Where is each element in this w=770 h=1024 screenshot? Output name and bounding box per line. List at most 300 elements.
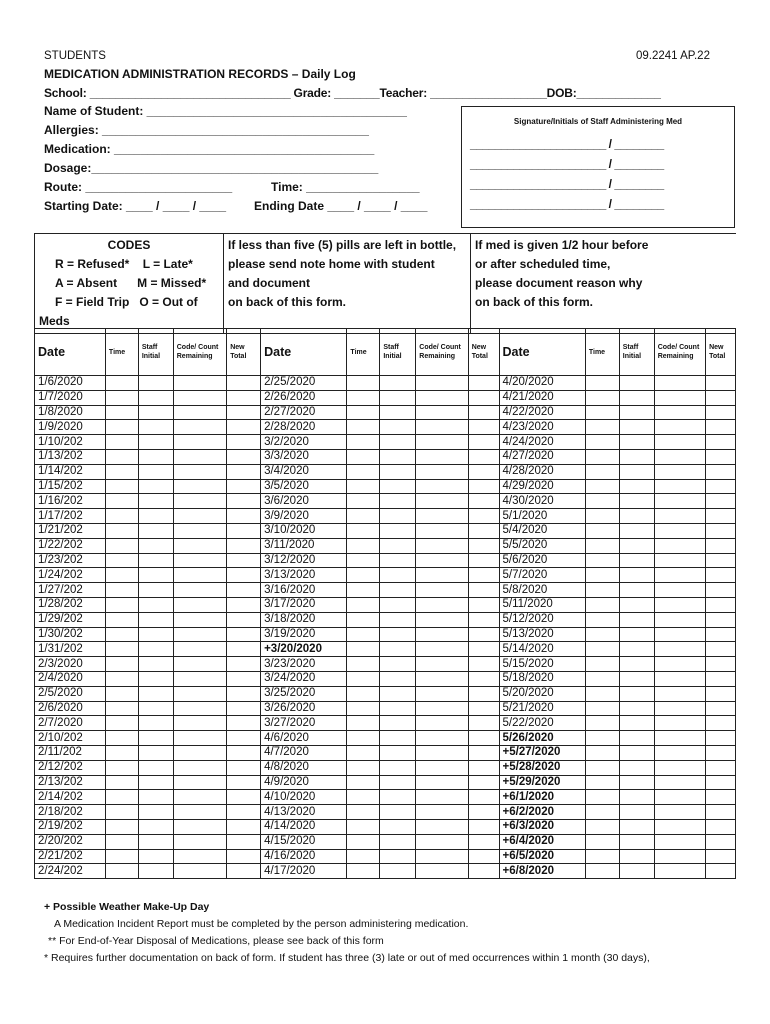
code-count-entry-cell[interactable] [654, 819, 705, 834]
time-entry-cell[interactable] [585, 509, 619, 524]
staff-initial-entry-cell[interactable] [138, 790, 173, 805]
new-total-entry-cell[interactable] [706, 716, 736, 731]
code-count-entry-cell[interactable] [416, 701, 468, 716]
new-total-entry-cell[interactable] [227, 376, 261, 391]
staff-initial-entry-cell[interactable] [619, 597, 654, 612]
dosage-field[interactable]: Dosage:___________________________________________ [44, 161, 379, 175]
time-entry-cell[interactable] [585, 553, 619, 568]
staff-initial-entry-cell[interactable] [619, 657, 654, 672]
time-entry-cell[interactable] [585, 494, 619, 509]
time-entry-cell[interactable] [105, 464, 138, 479]
staff-initial-entry-cell[interactable] [380, 597, 416, 612]
code-count-entry-cell[interactable] [416, 790, 468, 805]
medication-field[interactable]: Medication: _______________________________________ [44, 142, 375, 156]
code-count-entry-cell[interactable] [416, 449, 468, 464]
new-total-entry-cell[interactable] [468, 642, 499, 657]
staff-initial-entry-cell[interactable] [138, 701, 173, 716]
code-count-entry-cell[interactable] [416, 435, 468, 450]
time-entry-cell[interactable] [585, 479, 619, 494]
starting-date-field[interactable]: Starting Date: ____ / ____ / ____ [44, 199, 227, 213]
time-entry-cell[interactable] [585, 716, 619, 731]
staff-initial-entry-cell[interactable] [380, 464, 416, 479]
new-total-entry-cell[interactable] [227, 449, 261, 464]
staff-initial-entry-cell[interactable] [619, 760, 654, 775]
staff-initial-entry-cell[interactable] [380, 420, 416, 435]
time-entry-cell[interactable] [105, 642, 138, 657]
new-total-entry-cell[interactable] [468, 553, 499, 568]
time-entry-cell[interactable] [105, 731, 138, 746]
time-entry-cell[interactable] [347, 494, 380, 509]
new-total-entry-cell[interactable] [706, 612, 736, 627]
time-entry-cell[interactable] [347, 731, 380, 746]
code-count-entry-cell[interactable] [654, 435, 705, 450]
code-count-entry-cell[interactable] [654, 583, 705, 598]
time-entry-cell[interactable] [585, 790, 619, 805]
code-count-entry-cell[interactable] [654, 494, 705, 509]
time-entry-cell[interactable] [347, 464, 380, 479]
staff-initial-entry-cell[interactable] [619, 568, 654, 583]
time-entry-cell[interactable] [347, 760, 380, 775]
new-total-entry-cell[interactable] [706, 568, 736, 583]
code-count-entry-cell[interactable] [416, 775, 468, 790]
code-count-entry-cell[interactable] [654, 760, 705, 775]
time-entry-cell[interactable] [347, 834, 380, 849]
code-count-entry-cell[interactable] [654, 864, 705, 879]
code-count-entry-cell[interactable] [654, 568, 705, 583]
code-count-entry-cell[interactable] [173, 716, 226, 731]
new-total-entry-cell[interactable] [468, 760, 499, 775]
new-total-entry-cell[interactable] [468, 716, 499, 731]
time-entry-cell[interactable] [347, 627, 380, 642]
code-count-entry-cell[interactable] [416, 597, 468, 612]
new-total-entry-cell[interactable] [706, 449, 736, 464]
new-total-entry-cell[interactable] [706, 657, 736, 672]
time-entry-cell[interactable] [105, 716, 138, 731]
staff-initial-entry-cell[interactable] [380, 479, 416, 494]
code-count-entry-cell[interactable] [654, 642, 705, 657]
new-total-entry-cell[interactable] [227, 494, 261, 509]
time-entry-cell[interactable] [347, 642, 380, 657]
new-total-entry-cell[interactable] [227, 849, 261, 864]
new-total-entry-cell[interactable] [227, 805, 261, 820]
time-entry-cell[interactable] [105, 479, 138, 494]
time-entry-cell[interactable] [585, 449, 619, 464]
code-count-entry-cell[interactable] [416, 657, 468, 672]
new-total-entry-cell[interactable] [227, 612, 261, 627]
new-total-entry-cell[interactable] [468, 671, 499, 686]
code-count-entry-cell[interactable] [173, 376, 226, 391]
code-count-entry-cell[interactable] [416, 627, 468, 642]
time-entry-cell[interactable] [585, 568, 619, 583]
code-count-entry-cell[interactable] [173, 775, 226, 790]
staff-initial-entry-cell[interactable] [138, 864, 173, 879]
new-total-entry-cell[interactable] [706, 509, 736, 524]
staff-initial-entry-cell[interactable] [380, 405, 416, 420]
new-total-entry-cell[interactable] [706, 376, 736, 391]
staff-initial-entry-cell[interactable] [138, 627, 173, 642]
time-entry-cell[interactable] [347, 849, 380, 864]
new-total-entry-cell[interactable] [468, 583, 499, 598]
new-total-entry-cell[interactable] [227, 597, 261, 612]
code-count-entry-cell[interactable] [173, 731, 226, 746]
staff-initial-entry-cell[interactable] [138, 597, 173, 612]
time-entry-cell[interactable] [347, 583, 380, 598]
time-entry-cell[interactable] [105, 834, 138, 849]
staff-initial-entry-cell[interactable] [619, 390, 654, 405]
time-entry-cell[interactable] [347, 657, 380, 672]
code-count-entry-cell[interactable] [173, 612, 226, 627]
new-total-entry-cell[interactable] [468, 405, 499, 420]
staff-initial-entry-cell[interactable] [619, 849, 654, 864]
time-entry-cell[interactable] [105, 449, 138, 464]
code-count-entry-cell[interactable] [654, 553, 705, 568]
code-count-entry-cell[interactable] [416, 642, 468, 657]
code-count-entry-cell[interactable] [173, 790, 226, 805]
time-entry-cell[interactable] [347, 612, 380, 627]
new-total-entry-cell[interactable] [468, 834, 499, 849]
staff-initial-entry-cell[interactable] [380, 716, 416, 731]
staff-initial-entry-cell[interactable] [380, 790, 416, 805]
staff-initial-entry-cell[interactable] [138, 553, 173, 568]
new-total-entry-cell[interactable] [468, 449, 499, 464]
time-entry-cell[interactable] [105, 819, 138, 834]
time-entry-cell[interactable] [105, 494, 138, 509]
code-count-entry-cell[interactable] [654, 479, 705, 494]
staff-initial-entry-cell[interactable] [619, 523, 654, 538]
code-count-entry-cell[interactable] [654, 627, 705, 642]
staff-initial-entry-cell[interactable] [380, 642, 416, 657]
staff-initial-entry-cell[interactable] [619, 538, 654, 553]
new-total-entry-cell[interactable] [227, 760, 261, 775]
staff-initial-entry-cell[interactable] [138, 819, 173, 834]
time-entry-cell[interactable] [105, 538, 138, 553]
new-total-entry-cell[interactable] [227, 509, 261, 524]
code-count-entry-cell[interactable] [173, 760, 226, 775]
time-entry-cell[interactable] [347, 553, 380, 568]
time-entry-cell[interactable] [347, 686, 380, 701]
staff-initial-entry-cell[interactable] [619, 494, 654, 509]
staff-initial-entry-cell[interactable] [380, 657, 416, 672]
staff-initial-entry-cell[interactable] [138, 390, 173, 405]
staff-initial-entry-cell[interactable] [138, 775, 173, 790]
new-total-entry-cell[interactable] [227, 405, 261, 420]
time-entry-cell[interactable] [105, 509, 138, 524]
code-count-entry-cell[interactable] [416, 405, 468, 420]
new-total-entry-cell[interactable] [227, 671, 261, 686]
new-total-entry-cell[interactable] [227, 523, 261, 538]
new-total-entry-cell[interactable] [468, 805, 499, 820]
new-total-entry-cell[interactable] [227, 834, 261, 849]
signature-line[interactable]: ______________________ / ________ [470, 157, 664, 171]
student-name-field[interactable]: Name of Student: _______________________________________ [44, 104, 407, 118]
staff-initial-entry-cell[interactable] [138, 376, 173, 391]
code-count-entry-cell[interactable] [416, 568, 468, 583]
code-count-entry-cell[interactable] [173, 597, 226, 612]
new-total-entry-cell[interactable] [706, 760, 736, 775]
time-entry-cell[interactable] [585, 390, 619, 405]
staff-initial-entry-cell[interactable] [138, 405, 173, 420]
staff-initial-entry-cell[interactable] [138, 731, 173, 746]
code-count-entry-cell[interactable] [173, 583, 226, 598]
code-count-entry-cell[interactable] [173, 479, 226, 494]
time-entry-cell[interactable] [585, 657, 619, 672]
time-entry-cell[interactable] [347, 390, 380, 405]
code-count-entry-cell[interactable] [173, 420, 226, 435]
time-entry-cell[interactable] [105, 657, 138, 672]
code-count-entry-cell[interactable] [416, 538, 468, 553]
time-entry-cell[interactable] [347, 775, 380, 790]
code-count-entry-cell[interactable] [173, 405, 226, 420]
new-total-entry-cell[interactable] [706, 435, 736, 450]
signature-line[interactable]: ______________________ / ________ [470, 197, 664, 211]
staff-initial-entry-cell[interactable] [380, 494, 416, 509]
time-entry-cell[interactable] [347, 376, 380, 391]
code-count-entry-cell[interactable] [416, 731, 468, 746]
time-entry-cell[interactable] [585, 376, 619, 391]
staff-initial-entry-cell[interactable] [138, 494, 173, 509]
new-total-entry-cell[interactable] [706, 479, 736, 494]
signature-line[interactable]: ______________________ / ________ [470, 177, 664, 191]
staff-initial-entry-cell[interactable] [138, 805, 173, 820]
staff-initial-entry-cell[interactable] [380, 834, 416, 849]
new-total-entry-cell[interactable] [706, 864, 736, 879]
new-total-entry-cell[interactable] [706, 731, 736, 746]
time-entry-cell[interactable] [347, 538, 380, 553]
code-count-entry-cell[interactable] [654, 420, 705, 435]
time-entry-cell[interactable] [105, 701, 138, 716]
time-entry-cell[interactable] [347, 405, 380, 420]
new-total-entry-cell[interactable] [468, 686, 499, 701]
time-entry-cell[interactable] [105, 686, 138, 701]
time-entry-cell[interactable] [585, 686, 619, 701]
code-count-entry-cell[interactable] [416, 390, 468, 405]
staff-initial-entry-cell[interactable] [138, 760, 173, 775]
staff-initial-entry-cell[interactable] [619, 583, 654, 598]
time-entry-cell[interactable] [105, 790, 138, 805]
code-count-entry-cell[interactable] [654, 390, 705, 405]
code-count-entry-cell[interactable] [654, 509, 705, 524]
code-count-entry-cell[interactable] [416, 464, 468, 479]
new-total-entry-cell[interactable] [227, 701, 261, 716]
staff-initial-entry-cell[interactable] [380, 435, 416, 450]
staff-initial-entry-cell[interactable] [138, 523, 173, 538]
staff-initial-entry-cell[interactable] [619, 701, 654, 716]
staff-initial-entry-cell[interactable] [380, 805, 416, 820]
new-total-entry-cell[interactable] [468, 731, 499, 746]
time-entry-cell[interactable] [347, 568, 380, 583]
code-count-entry-cell[interactable] [654, 657, 705, 672]
time-entry-cell[interactable] [585, 583, 619, 598]
code-count-entry-cell[interactable] [416, 716, 468, 731]
new-total-entry-cell[interactable] [706, 819, 736, 834]
new-total-entry-cell[interactable] [227, 583, 261, 598]
code-count-entry-cell[interactable] [654, 686, 705, 701]
staff-initial-entry-cell[interactable] [138, 849, 173, 864]
new-total-entry-cell[interactable] [227, 790, 261, 805]
time-entry-cell[interactable] [105, 775, 138, 790]
new-total-entry-cell[interactable] [468, 701, 499, 716]
code-count-entry-cell[interactable] [173, 671, 226, 686]
code-count-entry-cell[interactable] [654, 849, 705, 864]
staff-initial-entry-cell[interactable] [380, 538, 416, 553]
new-total-entry-cell[interactable] [468, 376, 499, 391]
new-total-entry-cell[interactable] [468, 538, 499, 553]
code-count-entry-cell[interactable] [416, 760, 468, 775]
new-total-entry-cell[interactable] [706, 671, 736, 686]
staff-initial-entry-cell[interactable] [380, 775, 416, 790]
code-count-entry-cell[interactable] [416, 805, 468, 820]
code-count-entry-cell[interactable] [173, 805, 226, 820]
new-total-entry-cell[interactable] [468, 494, 499, 509]
new-total-entry-cell[interactable] [468, 790, 499, 805]
staff-initial-entry-cell[interactable] [380, 523, 416, 538]
code-count-entry-cell[interactable] [416, 819, 468, 834]
new-total-entry-cell[interactable] [468, 819, 499, 834]
code-count-entry-cell[interactable] [416, 671, 468, 686]
code-count-entry-cell[interactable] [416, 612, 468, 627]
staff-initial-entry-cell[interactable] [619, 864, 654, 879]
code-count-entry-cell[interactable] [654, 790, 705, 805]
code-count-entry-cell[interactable] [173, 834, 226, 849]
ending-date-field[interactable]: Ending Date ____ / ____ / ____ [254, 199, 428, 213]
new-total-entry-cell[interactable] [227, 657, 261, 672]
code-count-entry-cell[interactable] [416, 494, 468, 509]
new-total-entry-cell[interactable] [468, 568, 499, 583]
staff-initial-entry-cell[interactable] [380, 376, 416, 391]
staff-initial-entry-cell[interactable] [380, 686, 416, 701]
time-entry-cell[interactable] [585, 612, 619, 627]
staff-initial-entry-cell[interactable] [619, 790, 654, 805]
code-count-entry-cell[interactable] [416, 523, 468, 538]
time-entry-cell[interactable] [585, 701, 619, 716]
code-count-entry-cell[interactable] [416, 583, 468, 598]
staff-initial-entry-cell[interactable] [138, 583, 173, 598]
time-entry-cell[interactable] [585, 435, 619, 450]
code-count-entry-cell[interactable] [654, 701, 705, 716]
code-count-entry-cell[interactable] [173, 686, 226, 701]
new-total-entry-cell[interactable] [227, 627, 261, 642]
code-count-entry-cell[interactable] [654, 775, 705, 790]
code-count-entry-cell[interactable] [654, 805, 705, 820]
new-total-entry-cell[interactable] [468, 612, 499, 627]
new-total-entry-cell[interactable] [706, 597, 736, 612]
staff-initial-entry-cell[interactable] [619, 612, 654, 627]
new-total-entry-cell[interactable] [227, 479, 261, 494]
code-count-entry-cell[interactable] [654, 671, 705, 686]
staff-initial-entry-cell[interactable] [619, 509, 654, 524]
code-count-entry-cell[interactable] [173, 657, 226, 672]
allergies-field[interactable]: Allergies: ________________________________________ [44, 123, 369, 137]
time-entry-cell[interactable] [105, 376, 138, 391]
new-total-entry-cell[interactable] [468, 479, 499, 494]
time-entry-cell[interactable] [105, 405, 138, 420]
code-count-entry-cell[interactable] [173, 864, 226, 879]
time-entry-cell[interactable] [585, 597, 619, 612]
staff-initial-entry-cell[interactable] [138, 509, 173, 524]
time-entry-cell[interactable] [347, 523, 380, 538]
code-count-entry-cell[interactable] [654, 523, 705, 538]
time-entry-cell[interactable] [105, 805, 138, 820]
time-entry-cell[interactable] [105, 420, 138, 435]
time-entry-cell[interactable] [585, 864, 619, 879]
time-entry-cell[interactable] [585, 538, 619, 553]
new-total-entry-cell[interactable] [706, 775, 736, 790]
school-grade-teacher-dob-line[interactable]: School: _______________________________ Grade: _______Teacher: __________________DOB:_____________ [44, 86, 661, 100]
staff-initial-entry-cell[interactable] [138, 420, 173, 435]
staff-initial-entry-cell[interactable] [380, 819, 416, 834]
code-count-entry-cell[interactable] [654, 612, 705, 627]
staff-initial-entry-cell[interactable] [619, 420, 654, 435]
staff-initial-entry-cell[interactable] [380, 760, 416, 775]
time-entry-cell[interactable] [105, 597, 138, 612]
staff-initial-entry-cell[interactable] [138, 642, 173, 657]
route-field[interactable]: Route: ______________________ [44, 180, 233, 194]
time-entry-cell[interactable] [105, 523, 138, 538]
code-count-entry-cell[interactable] [173, 509, 226, 524]
new-total-entry-cell[interactable] [706, 805, 736, 820]
new-total-entry-cell[interactable] [706, 464, 736, 479]
staff-initial-entry-cell[interactable] [380, 745, 416, 760]
time-entry-cell[interactable] [105, 671, 138, 686]
new-total-entry-cell[interactable] [227, 819, 261, 834]
code-count-entry-cell[interactable] [173, 745, 226, 760]
staff-initial-entry-cell[interactable] [138, 479, 173, 494]
time-entry-cell[interactable] [347, 805, 380, 820]
staff-initial-entry-cell[interactable] [619, 775, 654, 790]
code-count-entry-cell[interactable] [654, 464, 705, 479]
new-total-entry-cell[interactable] [227, 642, 261, 657]
new-total-entry-cell[interactable] [706, 745, 736, 760]
new-total-entry-cell[interactable] [706, 642, 736, 657]
staff-initial-entry-cell[interactable] [619, 671, 654, 686]
code-count-entry-cell[interactable] [654, 538, 705, 553]
new-total-entry-cell[interactable] [706, 627, 736, 642]
new-total-entry-cell[interactable] [706, 686, 736, 701]
staff-initial-entry-cell[interactable] [138, 716, 173, 731]
time-entry-cell[interactable] [105, 568, 138, 583]
staff-initial-entry-cell[interactable] [619, 627, 654, 642]
new-total-entry-cell[interactable] [227, 745, 261, 760]
new-total-entry-cell[interactable] [227, 716, 261, 731]
time-entry-cell[interactable] [347, 819, 380, 834]
staff-initial-entry-cell[interactable] [380, 701, 416, 716]
time-entry-cell[interactable] [585, 760, 619, 775]
staff-initial-entry-cell[interactable] [138, 657, 173, 672]
new-total-entry-cell[interactable] [468, 523, 499, 538]
new-total-entry-cell[interactable] [706, 390, 736, 405]
code-count-entry-cell[interactable] [654, 597, 705, 612]
staff-initial-entry-cell[interactable] [619, 405, 654, 420]
code-count-entry-cell[interactable] [416, 509, 468, 524]
code-count-entry-cell[interactable] [173, 627, 226, 642]
staff-initial-entry-cell[interactable] [619, 449, 654, 464]
time-entry-cell[interactable] [347, 435, 380, 450]
staff-initial-entry-cell[interactable] [380, 509, 416, 524]
new-total-entry-cell[interactable] [468, 464, 499, 479]
code-count-entry-cell[interactable] [654, 449, 705, 464]
new-total-entry-cell[interactable] [706, 583, 736, 598]
code-count-entry-cell[interactable] [416, 479, 468, 494]
new-total-entry-cell[interactable] [468, 864, 499, 879]
staff-initial-entry-cell[interactable] [380, 612, 416, 627]
staff-initial-entry-cell[interactable] [619, 642, 654, 657]
new-total-entry-cell[interactable] [706, 553, 736, 568]
new-total-entry-cell[interactable] [706, 538, 736, 553]
staff-initial-entry-cell[interactable] [380, 553, 416, 568]
new-total-entry-cell[interactable] [706, 849, 736, 864]
time-entry-cell[interactable] [105, 390, 138, 405]
time-entry-cell[interactable] [105, 612, 138, 627]
